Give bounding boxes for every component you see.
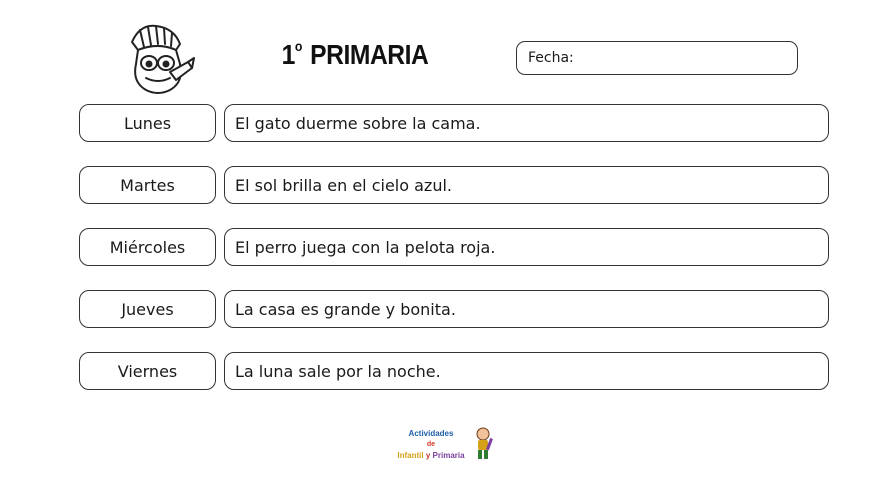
day-box [79,228,216,266]
logo-word-primaria: Primaria [432,451,465,460]
sentence-box[interactable] [224,104,829,142]
sentence-box[interactable] [224,290,829,328]
logo-word-infantil: Infantil [397,451,424,460]
sentence-text: El perro juega con la pelota roja. [235,237,496,257]
day-label: Miércoles [109,237,186,257]
sentence-text: El gato duerme sobre la cama. [235,113,481,133]
sentence-text: El sol brilla en el cielo azul. [235,175,452,195]
date-field[interactable] [516,41,798,75]
pencil-mascot-icon [118,20,198,96]
logo-line1: Actividades [408,429,454,438]
day-label: Martes [120,175,175,195]
title-number: 1 [281,39,295,70]
sentence-text: La casa es grande y bonita. [235,299,456,319]
day-box [79,166,216,204]
day-label: Viernes [117,361,178,381]
logo-line3 [388,450,474,461]
day-box [79,104,216,142]
row-lunes [79,104,831,144]
row-miercoles [79,228,831,268]
sentence-box[interactable] [224,228,829,266]
kid-mascot-icon [472,426,494,462]
row-jueves [79,290,831,330]
title-text: PRIMARIA [310,39,429,70]
sentence-box[interactable] [224,166,829,204]
day-label: Lunes [123,113,172,133]
sentence-text: La luna sale por la noche. [235,361,441,381]
logo-word-y: y [425,451,431,460]
footer-logo [388,424,498,464]
day-box [79,352,216,390]
row-viernes [79,352,831,392]
title-superscript: o [294,38,302,54]
logo-text [388,428,474,461]
sentence-box[interactable] [224,352,829,390]
date-label: Fecha: [528,50,574,66]
page-title [280,38,430,71]
day-label: Jueves [121,299,174,319]
logo-line2: de [426,441,436,448]
row-martes [79,166,831,206]
day-box [79,290,216,328]
